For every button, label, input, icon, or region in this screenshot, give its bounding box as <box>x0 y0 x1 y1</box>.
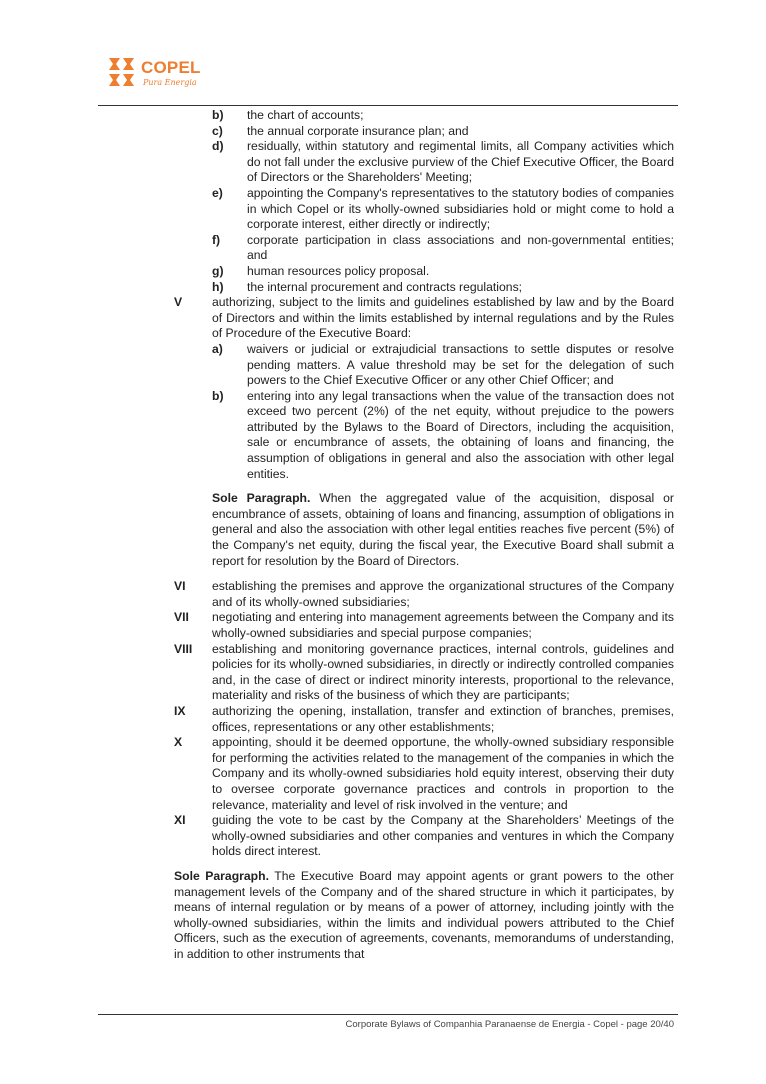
sole-paragraph-v <box>0 491 766 569</box>
item-label: V <box>174 295 183 310</box>
sole-paragraph-text: The Executive Board may appoint agents or grant powers to the other management levels of the Company and of the shared structure in which it participates, by means of internal regulation or by means of a power of attorney, including jointly with the wholly-owned subsidiaries, within the limits and individual powers attributed to the Chief Officers, such as the execution of agreements, covenants, memorandums of understanding, in addition to other instruments that <box>174 868 674 961</box>
sole-paragraph-final <box>0 869 766 963</box>
roman-item-viii <box>0 642 766 704</box>
list-item <box>0 108 766 124</box>
item-label: d) <box>212 139 224 154</box>
document-body <box>0 108 766 962</box>
item-label: g) <box>212 263 224 278</box>
list-item <box>0 186 766 233</box>
item-text: guiding the vote to be cast by the Company at the Shareholders’ Meetings of the wholly-owned subsidiaries and other companies and ventures in which the Company holds direct interest. <box>212 813 674 859</box>
item-text: corporate participation in class associations and non-governmental entities; and <box>247 232 674 263</box>
footer-divider <box>98 1014 678 1015</box>
roman-item-x <box>0 735 766 813</box>
item-text: residually, within statutory and regimental limits, all Company activities which do not fall under the exclusive purview of the Chief Executive Officer, the Board of Directors or the Shareholders' Meeting; <box>247 139 674 185</box>
item-label: b) <box>212 388 224 403</box>
sole-paragraph-label: Sole Paragraph. <box>212 491 311 506</box>
item-text: negotiating and entering into management agreements between the Company and its wholly-owned subsidiaries and special purpose companies; <box>212 610 674 640</box>
item-label: h) <box>212 279 224 294</box>
item-label: e) <box>212 185 223 200</box>
copel-logo-mark-icon <box>107 56 137 88</box>
item-text: the internal procurement and contracts regulations; <box>247 279 523 294</box>
item-label: b) <box>212 108 224 122</box>
roman-item-vii <box>0 610 766 641</box>
logo-tagline: Pura Energia <box>143 78 197 87</box>
roman-item-xi <box>0 813 766 860</box>
item-text: the chart of accounts; <box>247 108 364 122</box>
item-label: f) <box>212 232 221 247</box>
item-text: waivers or judicial or extrajudicial transactions to settle disputes or resolve pending matters. A value threshold may be set for the delegation of such powers to the Chief Executive Officer or any other Chief Officer; and <box>247 341 674 388</box>
list-item <box>0 389 766 483</box>
list-item <box>0 124 766 140</box>
list-item <box>0 280 766 296</box>
page-footer: Corporate Bylaws of Companhia Paranaense de Energia - Copel - page 20/40 <box>345 1019 674 1030</box>
roman-item-ix <box>0 704 766 735</box>
list-item <box>0 139 766 186</box>
list-item <box>0 264 766 280</box>
roman-item-v <box>0 295 766 342</box>
roman-item-vi <box>0 579 766 610</box>
item-label: c) <box>212 123 223 138</box>
item-label: XI <box>174 813 186 828</box>
item-label: X <box>174 735 183 750</box>
sole-paragraph-label: Sole Paragraph. <box>174 868 269 883</box>
list-item <box>0 233 766 264</box>
item-text: authorizing the opening, installation, transfer and extinction of branches, premises, offices, representations or any other establishments; <box>212 703 674 734</box>
item-text: the annual corporate insurance plan; and <box>247 123 469 138</box>
sole-paragraph-text: When the aggregated value of the acquisition, disposal or encumbrance of assets, obtaining of loans and financing, assumption of obligations in general and also the association with other legal entities reaches five percent (5%) of the Company's net equity, during the fiscal year, the Executive Board shall submit a report for resolution by the Board of Directors. <box>212 491 674 568</box>
item-label: VII <box>174 610 189 625</box>
item-text: authorizing, subject to the limits and guidelines established by law and by the Board of Directors and within the limits established by internal regulations and by the Rules of Procedure of the Executive Board: <box>212 295 674 341</box>
header-divider <box>98 105 678 106</box>
logo-wordmark: COPEL <box>141 58 201 77</box>
item-label: a) <box>212 341 223 356</box>
item-text: human resources policy proposal. <box>247 263 430 278</box>
copel-logo <box>107 54 217 94</box>
item-label: IX <box>174 703 186 718</box>
item-text: appointing, should it be deemed opportune, the wholly-owned subsidiary responsible for performing the activities related to the management of the companies in which the Company and its wholly-owned subsidiaries hold equity interest, observing their duty to oversee corporate governance practices and controls in proportion to the relevance, materiality and level of risk involved in the venture; and <box>212 735 674 812</box>
list-item <box>0 342 766 389</box>
item-label: VIII <box>174 641 193 656</box>
item-label: VI <box>174 579 186 594</box>
item-text: entering into any legal transactions when the value of the transaction does not exceed two percent (2%) of the net equity, without prejudice to the powers attributed by the Bylaws to the Board of Directors, including the acquisition, sale or encumbrance of assets, the obtaining of loans and financing, the assumption of obligations in general and also the association with other legal entities. <box>247 388 674 481</box>
item-text: establishing and monitoring governance practices, internal controls, guidelines and policies for its wholly-owned subsidiaries, in directly or indirectly controlled companies and, in the case of direct or indirect minority interests, proportional to the relevance, materiality and risks of the business of which they are participants; <box>212 641 674 703</box>
item-text: establishing the premises and approve the organizational structures of the Company and of its wholly-owned subsidiaries; <box>212 579 674 609</box>
item-text: appointing the Company's representatives to the statutory bodies of companies in which Copel or its wholly-owned subsidiaries hold or might come to hold a corporate interest, either directly or indirectly; <box>247 185 674 232</box>
